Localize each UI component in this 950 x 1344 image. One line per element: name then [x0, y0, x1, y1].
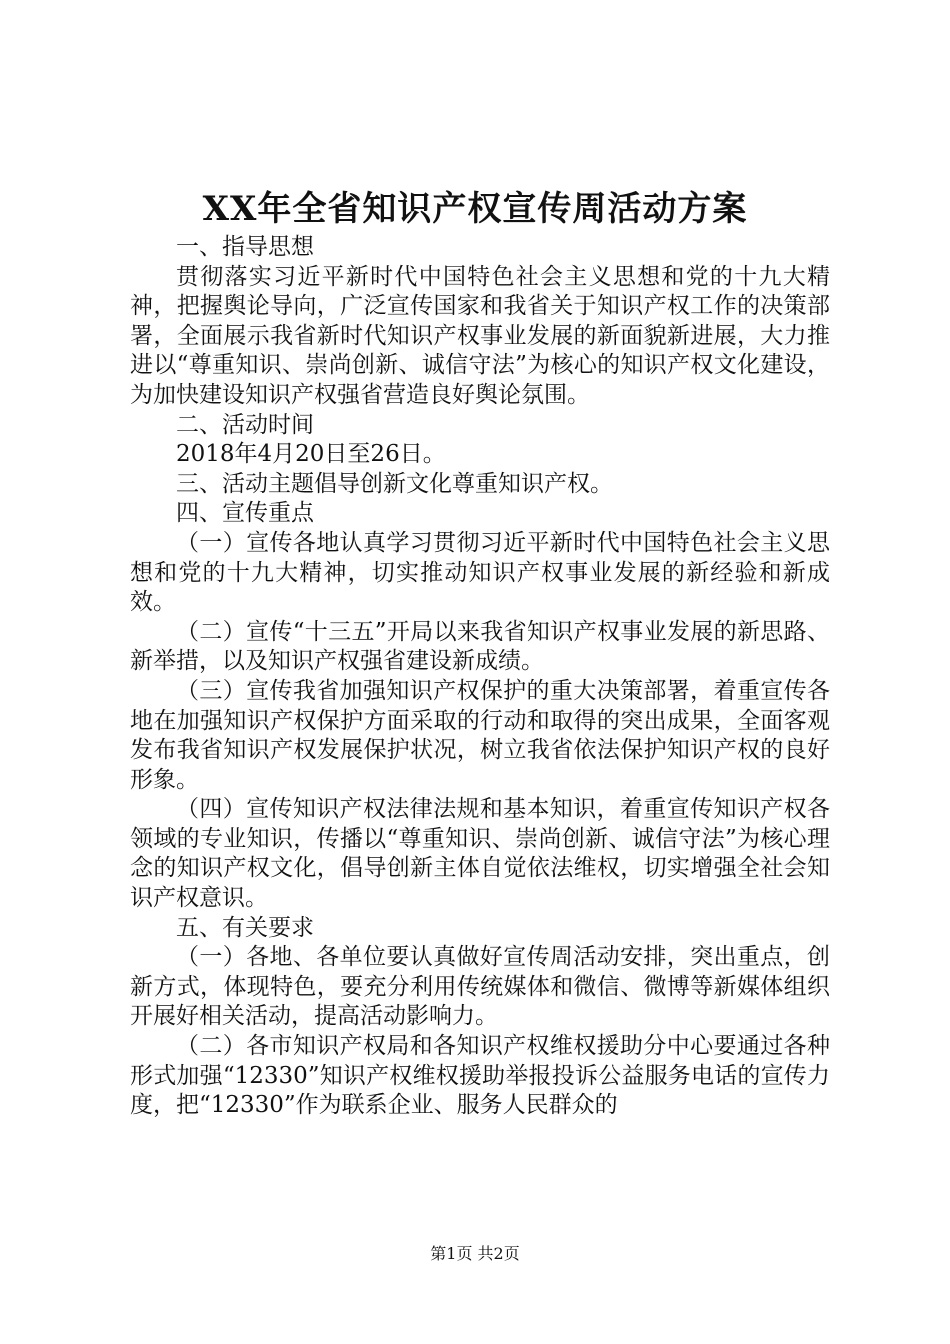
body-paragraph: （四）宣传知识产权法律法规和基本知识，着重宣传知识产权各领域的专业知识，传播以“尊重知识、崇尚创新、诚信守法”为核心理念的知识产权文化，倡导创新主体自觉依法维权，切实增强全社会知识产权意识。	[130, 796, 830, 912]
body-paragraph: （二）宣传“十三五”开局以来我省知识产权事业发展的新思路、新举措，以及知识产权强省建设新成绩。	[130, 618, 830, 675]
section-heading: 三、活动主题倡导创新文化尊重知识产权。	[176, 470, 613, 497]
page-footer: 第1页 共2页	[430, 1244, 520, 1263]
body-paragraph: （一）各地、各单位要认真做好宣传周活动安排，突出重点，创新方式，体现特色，要充分利用传统媒体和微信、微博等新媒体组织开展好相关活动，提高活动影响力。	[130, 944, 830, 1030]
section-heading: 四、宣传重点	[176, 500, 314, 527]
section-heading: 五、有关要求	[176, 914, 314, 941]
body-paragraph: （二）各市知识产权局和各知识产权维权援助分中心要通过各种形式加强“12330”知识产权维权援助举报投诉公益服务电话的宣传力度，把“12330”作为联系企业、服务人民群众的	[130, 1033, 830, 1119]
document-title: XX年全省知识产权宣传周活动方案	[202, 189, 748, 229]
body-paragraph: （三）宣传我省加强知识产权保护的重大决策部署，着重宣传各地在加强知识产权保护方面采取的行动和取得的突出成果，全面客观发布我省知识产权发展保护状况，树立我省依法保护知识产权的良好形象。	[130, 677, 830, 793]
document-body	[130, 233, 830, 1121]
body-paragraph: 贯彻落实习近平新时代中国特色社会主义思想和党的十九大精神，把握舆论导向，广泛宣传国家和我省关于知识产权工作的决策部署，全面展示我省新时代知识产权事业发展的新面貌新进展，大力推进以“尊重知识、崇尚创新、诚信守法”为核心的知识产权文化建设，为加快建设知识产权强省营造良好舆论氛围。	[130, 263, 830, 408]
body-paragraph: （一）宣传各地认真学习贯彻习近平新时代中国特色社会主义思想和党的十九大精神，切实推动知识产权事业发展的新经验和新成效。	[130, 529, 830, 616]
section-heading: 二、活动时间	[176, 411, 314, 438]
body-paragraph: 2018年4月20日至26日。	[176, 441, 446, 468]
section-heading: 一、指导思想	[176, 234, 314, 260]
